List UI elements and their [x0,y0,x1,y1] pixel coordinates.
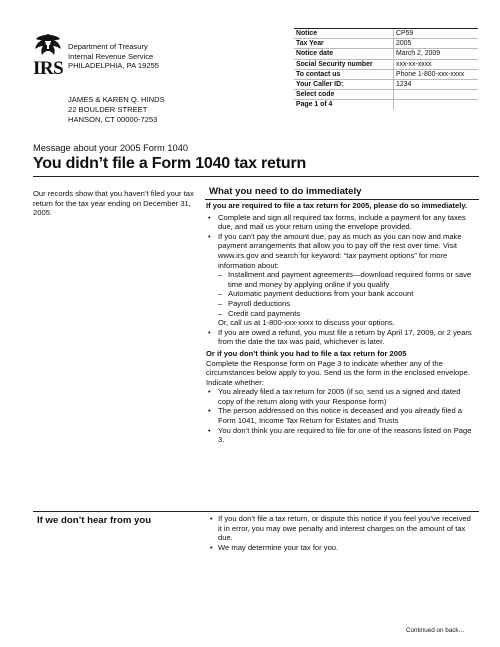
table-row [294,59,478,69]
list-item: – Installment and payment agreements—download required forms or save time and money by applying online if you qualify [206,270,476,289]
table-row [294,39,478,49]
table-row [294,80,478,90]
ssn-label: Social Security number [294,59,394,69]
tax-year-value: 2005 [394,39,479,49]
section-divider [33,176,479,177]
list-item: • The person addressed on this notice is deceased and you already filed a Form 1041, Income Tax Return for Estates and Trusts [206,406,476,425]
list-item: • We may determine your tax for you. [206,543,476,553]
agency-address [68,42,159,71]
contact-label: To contact us [294,69,394,79]
table-row [294,100,478,110]
payment-options-text: If you can’t pay the amount due, pay as much as you can now and make payment arrangements that allow you to pay off the rest over time. Visit www.irs.gov and search for keyword: “tax payment options” for more information about: [218,231,462,270]
notice-date-value: March 2, 2009 [394,49,479,59]
select-code-label: Select code [294,90,394,100]
notice-date-label: Notice date [294,49,394,59]
message-subheading: Message about your 2005 Form 1040 [33,143,189,153]
continued-footer: Continued on back… [406,627,465,634]
notice-label: Notice [294,29,394,39]
recipient-address [68,95,165,125]
indicate-list [206,387,476,445]
not-required-heading: Or if you don’t think you had to file a tax return for 2005 [206,348,407,358]
select-code-value [394,90,479,100]
not-required-text: Complete the Response form on Page 3 to indicate whether any of the circumstances below apply to you. Send us the form in the enclosed envelope. [206,358,470,378]
table-row [294,69,478,79]
caller-id-label: Your Caller ID: [294,80,394,90]
notice-value: CP59 [394,29,479,39]
agency-line: Internal Revenue Service [68,51,154,61]
contact-value: Phone 1-800-xxx-xxxx [394,69,479,79]
notice-info-table [294,28,478,110]
list-item [206,232,476,328]
page-number-label: Page 1 of 4 [296,101,333,109]
required-heading: If you are required to file a tax return for 2005, please do so immediately. [206,201,468,210]
tax-year-label: Tax Year [294,39,394,49]
agency-line: Department of Treasury [68,42,148,51]
irs-logo-text: IRS [33,58,64,79]
table-row [294,49,478,59]
section-divider [33,511,479,512]
agency-line: PHILADELPHIA, PA 19255 [68,61,160,71]
section-heading-no-response: If we don’t hear from you [37,515,152,526]
recipient-line: HANSON, CT 00000-7253 [68,115,158,124]
list-item: – Payroll deductions [206,299,476,309]
list-item: • You don’t think you are required to file for one of the reasons listed on Page 3. [206,426,476,445]
immediate-actions-content [206,201,476,445]
indicate-label: Indicate whether: [206,377,264,387]
no-response-content [206,514,476,552]
list-item: – Credit card payments [206,309,476,319]
consequence-list [206,514,476,552]
list-item: • If you don’t file a tax return, or dispute this notice if you feel you’ve received it in error, you may owe penalty and interest charges on the amount of tax due. [206,514,476,543]
page-number-value [394,100,479,110]
ssn-value: xxx-xx-xxxx [394,59,479,69]
recipient-line: JAMES & KAREN Q. HINDS [68,95,165,104]
table-row [294,90,478,100]
call-us-text: Or, call us at 1-800-xxx-xxxx to discuss your options. [218,318,395,328]
intro-text: Our records show that you haven’t filed your tax return for the tax year ending on December 31, 2005. [33,189,194,218]
list-item: • If you are owed a refund, you must file a return by April 17, 2009, or 2 years from the date the tax was paid, whichever is later. [206,328,476,347]
table-row [294,29,478,39]
list-item: – Automatic payment deductions from your bank account [206,289,476,299]
list-item: • You already filed a tax return for 2005 (if so, send us a signed and dated copy of the return along with your Response form) [206,387,476,406]
recipient-line: 22 BOULDER STREET [68,105,148,114]
action-list [206,213,476,347]
caller-id-value: 1234 [394,80,479,90]
payment-options-list [218,270,476,318]
page-title: You didn’t file a Form 1040 tax return [33,155,307,172]
section-heading-immediate: What you need to do immediately [205,184,479,200]
list-item: • Complete and sign all required tax forms, include a payment for any taxes due, and mail us your return using the envelope provided. [206,213,476,232]
